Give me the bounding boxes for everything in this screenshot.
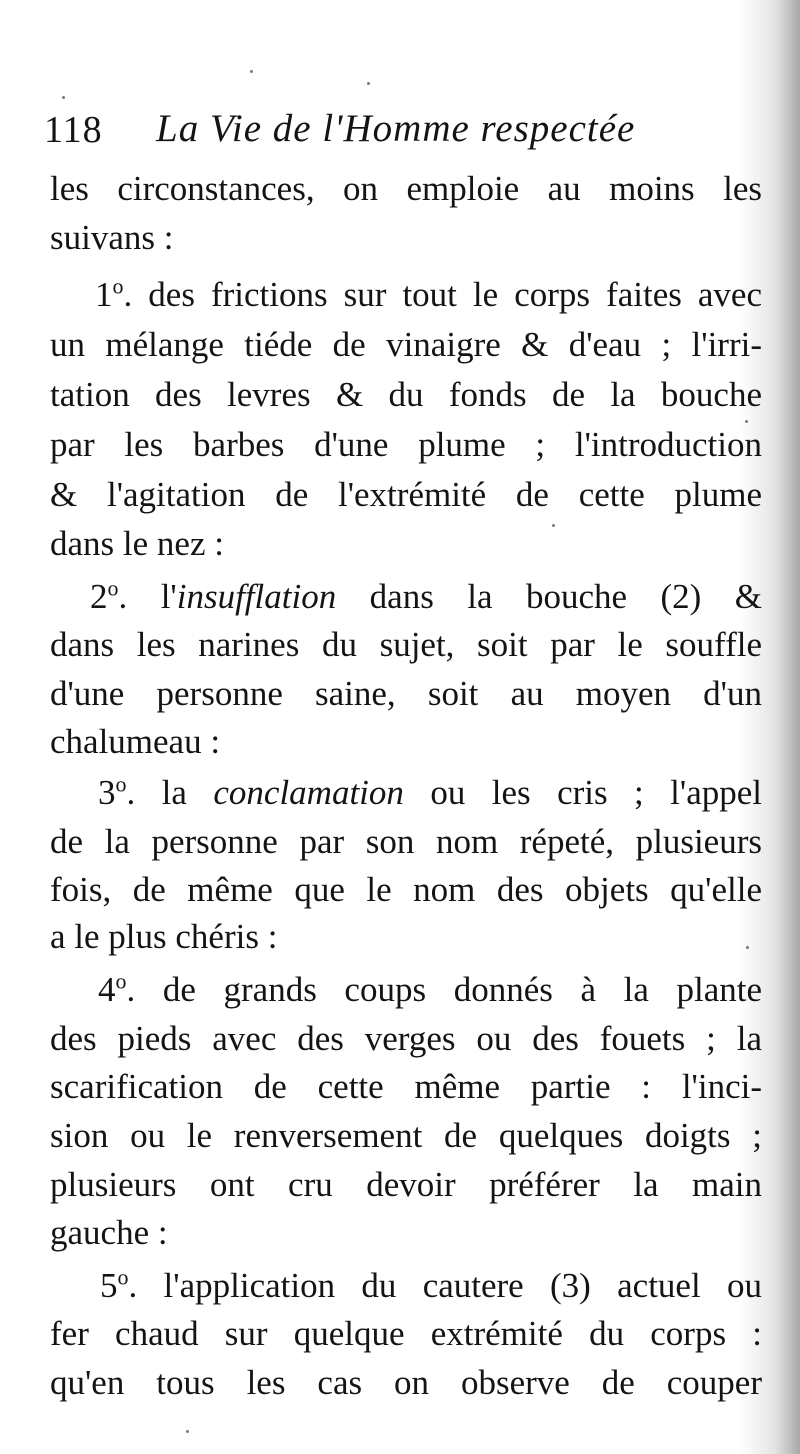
speck <box>250 70 253 73</box>
list-item-3: 3$^o$. la conclamation ou les cris ; l'appel <box>98 771 762 812</box>
speck <box>746 946 749 949</box>
text-line-25: qu'en tous les cas on observe de couper <box>50 1363 762 1402</box>
list-item-2: 2$^o$. l'insufflation dans la bouche (2) & <box>90 575 762 616</box>
text-line-15: fois, de même que le nom des objets qu'elle <box>50 870 762 909</box>
text-line-11: d'une personne saine, soit au moyen d'un <box>50 674 762 713</box>
item-number: 3$^o$ <box>98 771 127 812</box>
text-line-6: par les barbes d'une plume ; l'introduction <box>50 425 762 464</box>
text-line-1: les circonstances, on emploie au moins les <box>50 169 762 208</box>
text-line-2: suivans : <box>50 218 174 257</box>
item-number: 4$^o$ <box>98 968 127 1009</box>
speck <box>186 1430 189 1433</box>
text-line-21: plusieurs ont cru devoir préférer la main <box>50 1165 762 1204</box>
text-line-5: tation des levres & du fonds de la bouche <box>50 375 762 414</box>
text-line-24: fer chaud sur quelque extrémité du corps : <box>50 1314 762 1353</box>
page-header <box>44 106 764 158</box>
item-number: 5$^o$ <box>100 1264 129 1305</box>
item-number: 2$^o$ <box>90 575 119 616</box>
speck <box>745 420 748 423</box>
item-number: 1$^o$ <box>95 273 124 314</box>
text-line-20: sion ou le renversement de quelques doigts ; <box>50 1116 762 1155</box>
term-conclamation: conclamation <box>213 773 404 812</box>
text-line-10: dans les narines du sujet, soit par le souffle <box>50 625 762 664</box>
text-line-19: scarification de cette même partie : l'inci- <box>50 1067 762 1106</box>
text-line-4: un mélange tiéde de vinaigre & d'eau ; l'irri- <box>50 325 762 364</box>
text-line-16: a le plus chéris : <box>50 917 278 956</box>
text-line-8: dans le nez : <box>50 524 224 563</box>
text-line-12: chalumeau : <box>50 722 221 761</box>
list-item-4: 4$^o$. de grands coups donnés à la plante <box>98 968 762 1009</box>
speck <box>62 96 65 99</box>
term-insufflation: insufflation <box>176 577 337 616</box>
list-item-5: 5$^o$. l'application du cautere (3) actuel ou <box>100 1264 762 1305</box>
text-line-7: & l'agitation de l'extrémité de cette plume <box>50 475 762 514</box>
text-line-14: de la personne par son nom répeté, plusieurs <box>50 822 762 861</box>
text-line-22: gauche : <box>50 1213 168 1252</box>
list-item-1: 1$^o$. des frictions sur tout le corps faites avec <box>95 273 762 314</box>
speck <box>552 524 555 527</box>
page-number: 118 <box>44 109 103 151</box>
running-title: La Vie de l'Homme respectée <box>156 107 636 150</box>
text-line-18: des pieds avec des verges ou des fouets ; la <box>50 1019 762 1058</box>
speck <box>367 82 370 85</box>
